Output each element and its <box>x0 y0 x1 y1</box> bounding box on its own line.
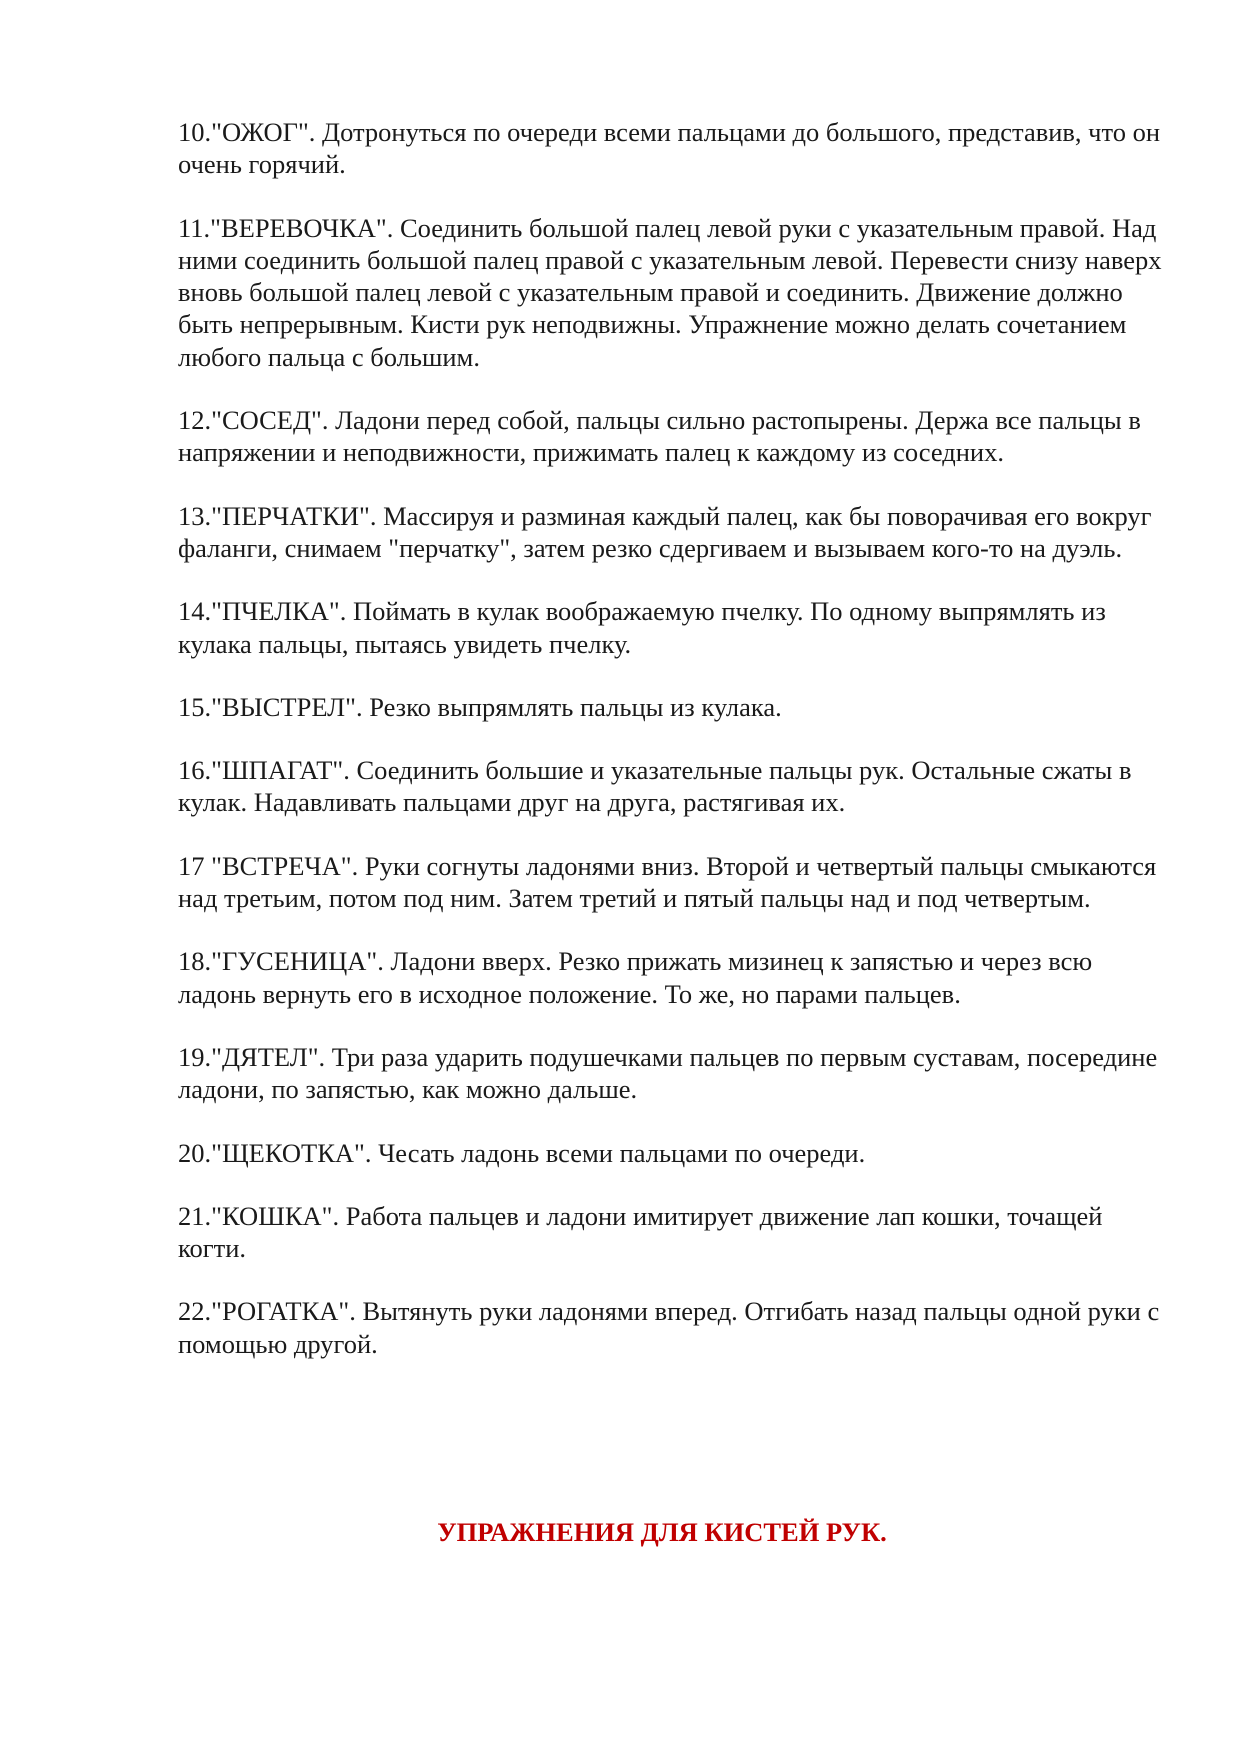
exercise-paragraph-13: 13."ПЕРЧАТКИ". Массируя и разминая каждый палец, как бы поворачивая его вокруг фаланги, снимаем "перчатку", затем резко сдергиваем и вызываем кого-то на дуэль. <box>178 500 1152 563</box>
exercise-paragraph-12: 12."СОСЕД". Ладони перед собой, пальцы сильно растопырены. Держа все пальцы в напряжении и неподвижности, прижимать палец к каждому из соседних. <box>178 405 1141 468</box>
section-heading: УПРАЖНЕНИЯ ДЛЯ КИСТЕЙ РУК. <box>437 1517 887 1547</box>
exercise-paragraph-19: 19."ДЯТЕЛ". Три раза ударить подушечками пальцев по первым суставам, посередине ладони, по запястью, как можно дальше. <box>178 1041 1158 1105</box>
exercise-paragraph-10: 10."ОЖОГ". Дотронуться по очереди всеми пальцами до большого, представив, что он очень горячий. <box>178 117 1161 180</box>
exercise-paragraph-16: 16."ШПАГАТ". Соединить большие и указательные пальцы рук. Остальные сжаты в кулак. Надавливать пальцами друг на друга, растягивая их. <box>178 755 1132 818</box>
exercise-list <box>178 116 1168 1391</box>
exercise-paragraph-15: 15."ВЫСТРЕЛ". Резко выпрямлять пальцы из кулака. <box>178 691 782 722</box>
exercise-paragraph-22: 22."РОГАТКА". Вытянуть руки ладонями вперед. Отгибать назад пальцы одной руки с помощью другой. <box>178 1296 1160 1359</box>
exercise-paragraph-20: 20."ЩЕКОТКА". Чесать ладонь всеми пальцами по очереди. <box>178 1137 866 1168</box>
exercise-paragraph-21: 21."КОШКА". Работа пальцев и ладони имитирует движение лап кошки, точащей когти. <box>178 1200 1103 1264</box>
exercise-paragraph-17: 17 "ВСТРЕЧА". Руки согнуты ладонями вниз. Второй и четвертый пальцы смыкаются над третьим, потом под ним. Затем третий и пятый пальцы над и под четвертым. <box>178 850 1157 914</box>
exercise-paragraph-14: 14."ПЧЕЛКА". Поймать в кулак воображаемую пчелку. По одному выпрямлять из кулака пальцы, пытаясь увидеть пчелку. <box>178 596 1106 659</box>
exercise-paragraph-11: 11."ВЕРЕВОЧКА". Соединить большой палец левой руки с указательным правой. Над ними соединить большой палец правой с указательным левой. Перевести снизу наверх вновь большой палец левой с указательным правой и соединить. Движение должно быть непрерывным. Кисти рук неподвижны. Упражнение можно делать сочетанием любого пальца с большим. <box>178 212 1162 372</box>
exercise-paragraph-18: 18."ГУСЕНИЦА". Ладони вверх. Резко прижать мизинец к запястью и через всю ладонь вернуть его в исходное положение. То же, но парами пальцев. <box>178 946 1093 1009</box>
